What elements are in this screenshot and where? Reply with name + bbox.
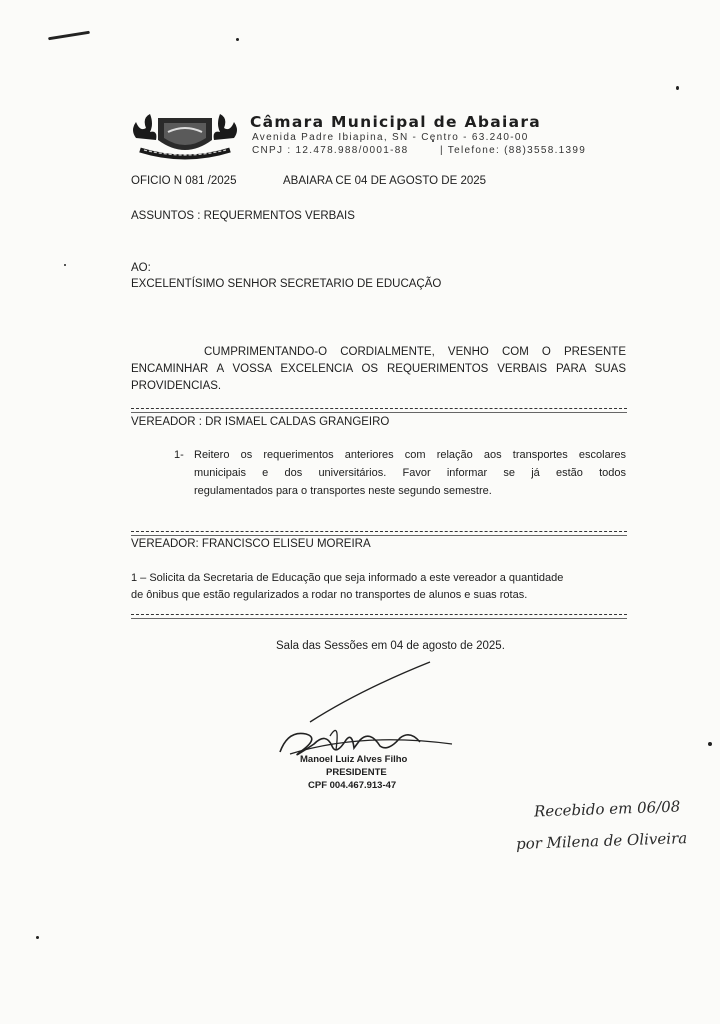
scan-mark [48,31,90,41]
subject: ASSUNTOS : REQUERMENTOS VERBAIS [131,210,355,222]
separator [131,412,627,413]
intro-line-3: PROVIDENCIAS. [131,380,222,392]
request-1-line-2: municipais e dos universitários. Favor informar se já estão todos [194,467,626,479]
request-1-line-1: Reitero os requerimentos anteriores com relação aos transportes escolares [194,449,626,461]
separator [131,614,627,615]
separator [131,618,627,619]
scan-speck [36,936,39,939]
recipient: EXCELENTÍSIMO SENHOR SECRETARIO DE EDUCAÇÃO [131,278,442,290]
scan-speck [236,38,239,41]
intro-line-1: CUMPRIMENTANDO-O CORDIALMENTE, VENHO COM O PRESENTE [204,346,626,358]
to-label: AO: [131,262,151,274]
institution-name: Câmara Municipal de Abaiara [250,113,542,131]
scan-speck [708,742,712,746]
closing-line: Sala das Sessões em 04 de agosto de 2025. [276,640,505,652]
request-1-number: 1- [174,449,184,461]
receipt-note-line-2: por Milena de Oliveira [515,829,688,853]
municipal-crest-logo [128,110,242,164]
vereador-2-label: VEREADOR: FRANCISCO ELISEU MOREIRA [131,538,371,550]
institution-address: Avenida Padre Ibiapina, SN - Centro - 63.240-00 [252,132,529,143]
signatory-role: PRESIDENTE [326,767,387,778]
institution-phone: | Telefone: (88)3558.1399 [440,145,587,156]
request-1-line-3: regulamentados para o transportes neste segundo semestre. [194,485,492,497]
place-date: ABAIARA CE 04 DE AGOSTO DE 2025 [283,175,487,187]
receipt-note-line-1: Recebido em 06/08 [533,797,681,821]
scan-speck [64,264,66,266]
vereador-1-label: VEREADOR : DR ISMAEL CALDAS GRANGEIRO [131,416,390,428]
scan-speck [676,86,679,90]
institution-cnpj: CNPJ : 12.478.988/0001-88 [252,145,409,156]
request-2-line-2: de ônibus que estão regularizados a rodar no transportes de alunos e suas rotas. [131,589,528,601]
separator [131,535,627,536]
signatory-name: Manoel Luiz Alves Filho [300,754,408,765]
separator [131,408,627,409]
request-2-line-1: 1 – Solicita da Secretaria de Educação que seja informado a este vereador a quantidade [131,572,564,584]
oficio-number: OFICIO N 081 /2025 [131,175,237,187]
intro-line-2: ENCAMINHAR A VOSSA EXCELENCIA OS REQUERIMENTOS VERBAIS PARA SUAS [131,363,626,375]
separator [131,531,627,532]
signatory-cpf: CPF 004.467.913-47 [308,780,397,791]
